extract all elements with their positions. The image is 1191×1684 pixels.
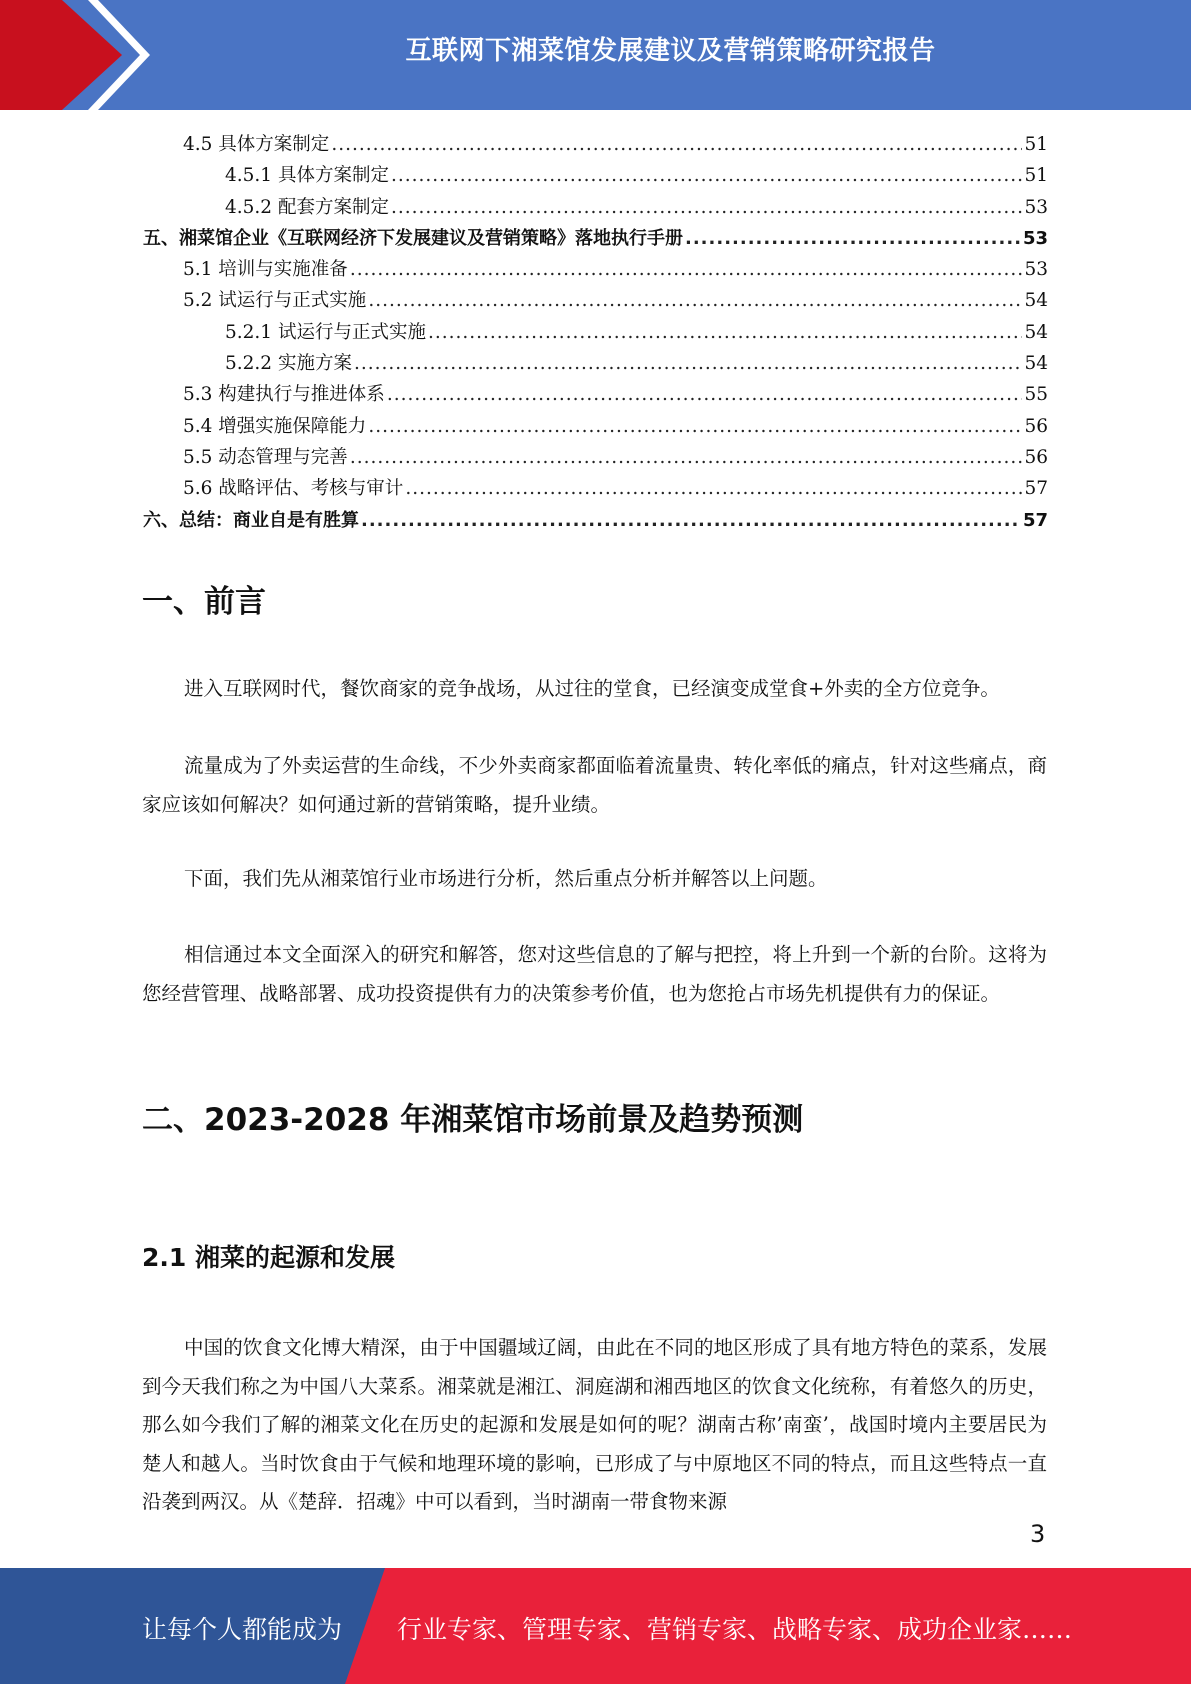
toc-leader-dots <box>350 259 1023 280</box>
toc-entry-title: 五、湘菜馆企业《互联网经济下发展建议及营销策略》落地执行手册 <box>143 227 683 249</box>
footer-slogan-left: 让每个人都能成为 <box>142 1615 343 1644</box>
toc-leader-dots <box>685 228 1021 249</box>
toc-entry-title: 5.2 试运行与正式实施 <box>183 290 367 312</box>
toc-leader-dots <box>331 134 1022 155</box>
toc-entry[interactable] <box>143 412 1048 443</box>
toc-entry-page: 56 <box>1024 446 1048 468</box>
toc-entry-title: 5.3 构建执行与推进体系 <box>183 384 385 406</box>
page-header <box>0 0 1191 110</box>
toc-entry-page: 54 <box>1024 353 1048 375</box>
toc-entry-page: 56 <box>1024 415 1048 437</box>
toc-entry[interactable] <box>143 380 1048 411</box>
footer-slogan-right: 行业专家、管理专家、营销专家、战略专家、成功企业家…… <box>397 1615 1073 1644</box>
toc-entry-page: 53 <box>1022 227 1048 249</box>
toc-entry-page: 57 <box>1024 478 1048 500</box>
toc-leader-dots <box>368 290 1022 311</box>
toc-leader-dots <box>391 197 1022 218</box>
page-footer <box>0 1568 1191 1684</box>
body-paragraph: 流量成为了外卖运营的生命线，不少外卖商家都面临着流量贵、转化率低的痛点，针对这些痛点，商家应该如何解决？如何通过新的营销策略，提升业绩。 <box>142 754 1047 816</box>
toc-entry[interactable] <box>143 506 1048 537</box>
toc-entry-page: 55 <box>1024 384 1048 406</box>
section-heading-preface: 一、前言 <box>142 584 266 620</box>
toc-entry-title: 5.1 培训与实施准备 <box>183 259 348 281</box>
subsection-heading-origin: 2.1 湘菜的起源和发展 <box>142 1243 395 1272</box>
toc-entry[interactable] <box>143 443 1048 474</box>
toc-entry-title: 六、总结：商业自是有胜算 <box>143 509 359 531</box>
toc-entry-title: 5.4 增强实施保障能力 <box>183 415 367 437</box>
toc-entry[interactable] <box>143 130 1048 161</box>
toc-leader-dots <box>350 447 1023 468</box>
body-paragraph: 相信通过本文全面深入的研究和解答，您对这些信息的了解与把控，将上升到一个新的台阶。这将为您经营管理、战略部署、成功投资提供有力的决策参考价值，也为您抢占市场先机提供有力的保证。 <box>142 943 1047 1005</box>
toc-entry-title: 5.6 战略评估、考核与审计 <box>183 478 404 500</box>
toc-leader-dots <box>361 510 1021 531</box>
toc-entry-page: 54 <box>1024 290 1048 312</box>
toc-leader-dots <box>391 165 1022 186</box>
toc-entry[interactable] <box>143 286 1048 317</box>
toc-entry[interactable] <box>143 318 1048 349</box>
toc-entry-page: 53 <box>1024 259 1048 281</box>
toc-entry-title: 5.2.1 试运行与正式实施 <box>225 321 426 343</box>
toc-entry-page: 53 <box>1024 196 1048 218</box>
toc-entry-title: 5.2.2 实施方案 <box>225 353 352 375</box>
toc-leader-dots <box>387 384 1023 405</box>
toc-leader-dots <box>354 353 1023 374</box>
toc-entry-title: 5.5 动态管理与完善 <box>183 446 348 468</box>
toc-entry[interactable] <box>143 224 1048 255</box>
body-paragraph: 下面，我们先从湘菜馆行业市场进行分析，然后重点分析并解答以上问题。 <box>184 867 828 890</box>
toc-entry-page: 54 <box>1024 321 1048 343</box>
toc-entry[interactable] <box>143 474 1048 505</box>
toc-leader-dots <box>428 322 1022 343</box>
page-number: 3 <box>1030 1520 1046 1548</box>
table-of-contents <box>143 130 1048 537</box>
toc-entry[interactable] <box>143 255 1048 286</box>
toc-leader-dots <box>405 478 1022 499</box>
section-heading-market-outlook: 二、2023-2028 年湘菜馆市场前景及趋势预测 <box>142 1102 804 1138</box>
header-title: 互联网下湘菜馆发展建议及营销策略研究报告 <box>405 36 936 66</box>
toc-entry-page: 51 <box>1024 165 1048 187</box>
header-arrow-decoration <box>0 0 160 110</box>
toc-entry[interactable] <box>143 161 1048 192</box>
toc-entry[interactable] <box>143 349 1048 380</box>
toc-entry-page: 57 <box>1022 509 1048 531</box>
body-paragraph: 进入互联网时代，餐饮商家的竞争战场，从过往的堂食，已经演变成堂食+外卖的全方位竞争。 <box>184 677 1000 700</box>
toc-entry-title: 4.5.2 配套方案制定 <box>225 196 389 218</box>
toc-leader-dots <box>368 416 1022 437</box>
body-paragraph: 中国的饮食文化博大精深，由于中国疆域辽阔，由此在不同的地区形成了具有地方特色的菜系，发展到今天我们称之为中国八大菜系。湘菜就是湘江、洞庭湖和湘西地区的饮食文化统称，有着悠久的历史，那么如今我们了解的湘菜文化在历史的起源和发展是如何的呢？湖南古称’南蛮’，战国时境内主要居民为楚人和越人。当时饮食由于气候和地理环境的影响，已形成了与中原地区不同的特点，而且这些特点一直沿袭到两汉。从《楚辞．招魂》中可以看到，当时湖南一带食物来源 <box>142 1336 1047 1513</box>
toc-entry[interactable] <box>143 193 1048 224</box>
toc-entry-title: 4.5.1 具体方案制定 <box>225 165 389 187</box>
toc-entry-title: 4.5 具体方案制定 <box>183 134 330 155</box>
toc-entry-page: 51 <box>1024 134 1048 155</box>
